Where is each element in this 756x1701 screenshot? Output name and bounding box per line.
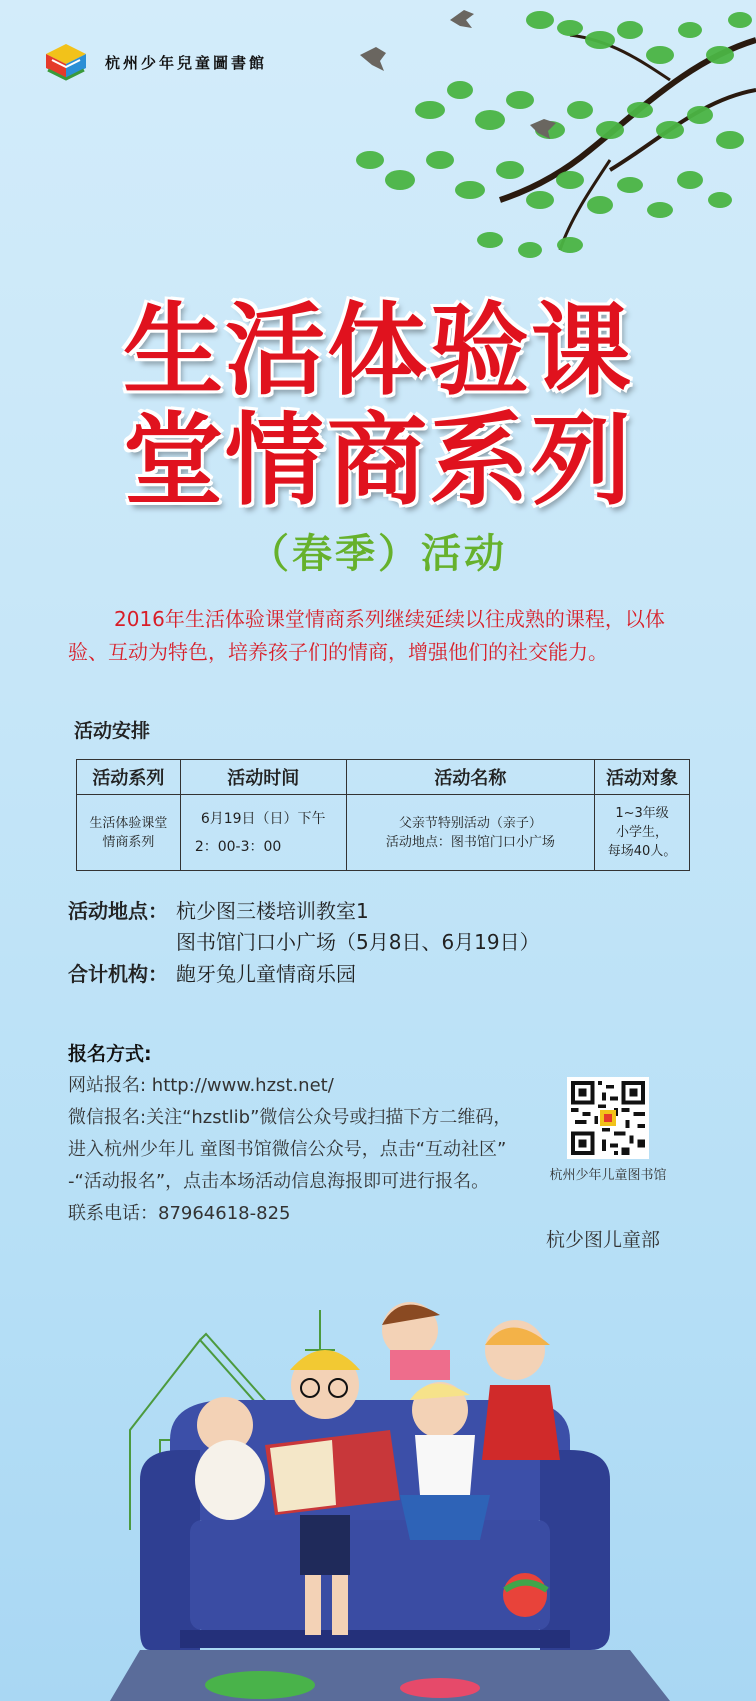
cell-audience: 1~3年级 小学生， 每场40人。 [595, 795, 690, 871]
partner-name: 龅牙兔儿童情商乐园 [176, 962, 356, 986]
table-row [77, 795, 690, 871]
department-signature: 杭少图儿童部 [546, 1229, 661, 1251]
registration-heading: 报名方式: [68, 1043, 152, 1065]
cell-time: 6月19日（日）下午 2：00-3：00 [180, 795, 346, 871]
phone-line: 联系电话：87964618-825 [68, 1203, 291, 1224]
library-logo-icon [42, 40, 90, 82]
column-header-name: 活动名称 [346, 760, 595, 795]
qr-code-icon[interactable] [567, 1077, 649, 1159]
table-header-row [77, 760, 690, 795]
children-sofa-illustration [110, 1290, 670, 1701]
column-header-series: 活动系列 [77, 760, 181, 795]
wechat-line-3: -“活动报名”，点击本场活动信息海报即可进行报名。 [68, 1171, 490, 1192]
main-title-line-1: 生活体验课 [123, 292, 633, 409]
library-name: 杭州少年兒童圖書館 [105, 54, 268, 72]
column-header-time: 活动时间 [180, 760, 346, 795]
wechat-line-2: 进入杭州少年儿 童图书馆微信公众号，点击“互动社区” [68, 1139, 507, 1160]
qr-caption: 杭州少年儿童图书馆 [549, 1168, 667, 1183]
partner-label: 合计机构： [68, 962, 168, 986]
column-header-audience: 活动对象 [595, 760, 690, 795]
registration-section [68, 1038, 511, 1230]
tree-branch-birds-icon [310, 0, 756, 300]
schedule-table [76, 759, 690, 871]
website-line[interactable]: 网站报名: http://www.hzst.net/ [68, 1075, 334, 1096]
location-line-2: 图书馆门口小广场（5月8日、6月19日） [176, 930, 540, 954]
main-title-line-2: 堂情商系列 [123, 402, 633, 519]
subtitle: （春季）活动 [249, 531, 507, 577]
location-line-1: 杭少图三楼培训教室1 [176, 899, 369, 923]
cell-series: 生活体验课堂 情商系列 [77, 795, 181, 871]
intro-paragraph: 2016年生活体验课堂情商系列继续延续以往成熟的课程，以体验、互动为特色，培养孩子们的情商，增强他们的社交能力。 [68, 607, 665, 664]
location-label: 活动地点： [68, 899, 168, 923]
wechat-line-1: 微信报名:关注“hzstlib”微信公众号或扫描下方二维码， [68, 1107, 512, 1128]
cell-name: 父亲节特别活动（亲子） 活动地点：图书馆门口小广场 [346, 795, 595, 871]
schedule-heading: 活动安排 [74, 720, 151, 742]
